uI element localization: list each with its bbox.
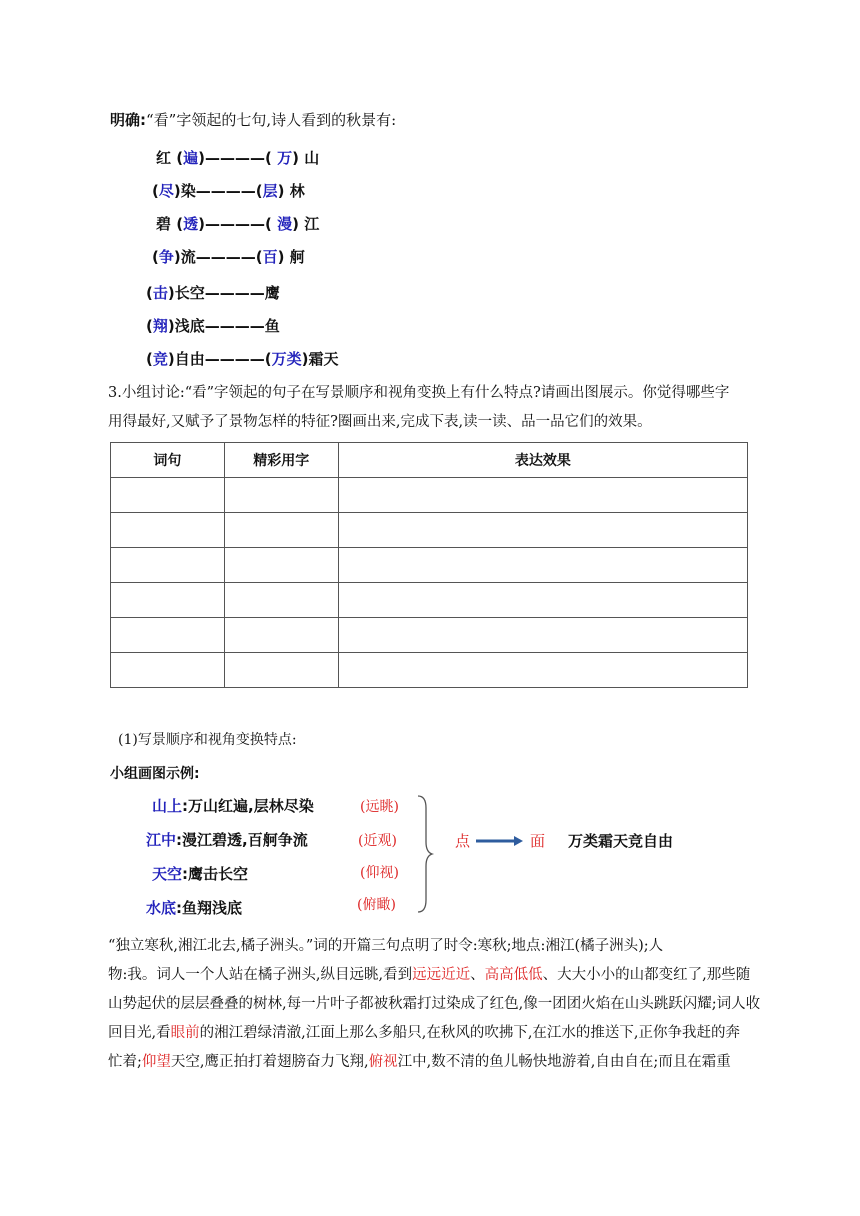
pair-paren: ( xyxy=(176,215,184,233)
pair-post: 山 xyxy=(304,149,320,167)
colon: : xyxy=(176,831,183,849)
diagram-row xyxy=(146,829,308,850)
highlight-text: 远远近近 xyxy=(412,967,471,983)
pair-paren: ) xyxy=(198,215,205,233)
pair-line xyxy=(146,316,280,336)
table-cell[interactable] xyxy=(338,478,747,513)
text-span: 忙着; xyxy=(108,1054,142,1070)
pair-paren: ) xyxy=(167,350,175,368)
pair-paren: ) xyxy=(277,248,285,266)
analysis-table xyxy=(110,442,748,688)
pair-paren: ( xyxy=(264,350,272,368)
table-header: 表达效果 xyxy=(338,443,747,478)
pair-dash: 浅底————鱼 xyxy=(174,317,280,335)
highlight-text: 俯视 xyxy=(368,1054,398,1070)
table-cell[interactable] xyxy=(224,478,338,513)
place-label: 水底 xyxy=(146,899,177,917)
table-row xyxy=(111,513,748,548)
pair-line xyxy=(152,181,305,201)
diagram-row xyxy=(152,795,314,816)
text-span: 物:我。词人一个人站在橘子洲头,纵目远眺,看到 xyxy=(108,967,413,983)
pair-post: 林 xyxy=(289,182,305,200)
table-cell[interactable] xyxy=(111,618,225,653)
highlight-text: 仰望 xyxy=(141,1054,171,1070)
pair-paren: ) xyxy=(301,350,309,368)
paragraph-line xyxy=(108,1019,782,1048)
pair-word-2: 百 xyxy=(262,248,278,266)
pair-paren: ( xyxy=(152,248,159,266)
table-cell[interactable] xyxy=(338,548,747,583)
surface-label: 面 xyxy=(530,832,546,850)
table-header: 精彩用字 xyxy=(224,443,338,478)
pair-paren: ) xyxy=(292,149,299,167)
paragraph-line: 山势起伏的层层叠叠的树林,每一片叶子都被秋霜打过染成了红色,像一团团火焰在山头跳跃闪耀;词人收 xyxy=(108,996,761,1012)
table-cell[interactable] xyxy=(338,618,747,653)
conclusion-text: 万类霜天竞自由 xyxy=(568,832,674,850)
pair-word-2: 万类 xyxy=(271,350,302,368)
pair-paren: ) xyxy=(167,317,175,335)
text-span: 、大大小小的山都变红了,那些随 xyxy=(542,967,751,983)
diagram-row xyxy=(146,897,242,918)
intro-line xyxy=(110,110,396,130)
pair-line xyxy=(146,349,339,369)
pair-word-1: 遍 xyxy=(183,149,199,167)
scene-text: 漫江碧透,百舸争流 xyxy=(182,831,308,849)
scene-text: 鱼翔浅底 xyxy=(182,899,243,917)
table-cell[interactable] xyxy=(224,618,338,653)
table-row xyxy=(111,653,748,688)
example-label: 小组画图示例: xyxy=(110,766,200,782)
pair-paren: ( xyxy=(255,182,263,200)
pair-word-1: 争 xyxy=(158,248,174,266)
table-header: 词句 xyxy=(111,443,225,478)
pair-pre: 红 xyxy=(156,149,172,167)
table-cell[interactable] xyxy=(111,478,225,513)
table-cell[interactable] xyxy=(224,513,338,548)
pair-dash: ———— xyxy=(204,149,265,167)
pair-post: 舸 xyxy=(289,248,305,266)
right-brace-icon xyxy=(410,794,436,914)
discussion-line-1: 3.小组讨论:“看”字领起的句子在写景顺序和视角变换上有什么特点?请画出图展示。你觉得哪些字 xyxy=(108,385,730,401)
arrow-right-icon xyxy=(474,834,524,848)
pair-paren: ( xyxy=(152,182,159,200)
paragraph-line xyxy=(108,961,782,990)
text-span: 、 xyxy=(470,967,485,983)
pair-word-1: 透 xyxy=(183,215,199,233)
colon: : xyxy=(176,899,183,917)
pair-paren: ( xyxy=(264,215,272,233)
table-cell[interactable] xyxy=(111,583,225,618)
pair-line xyxy=(156,148,319,168)
view-label: (仰视) xyxy=(360,865,399,881)
pair-word-1: 击 xyxy=(152,284,168,302)
text-span: 的湘江碧绿清澈,江面上那么多船只,在秋风的吹拂下,在江水的推送下,正你争我赶的奔 xyxy=(199,1025,741,1041)
view-label: (俯瞰) xyxy=(357,897,396,913)
pair-word-1: 翔 xyxy=(152,317,168,335)
section-title: (1)写景顺序和视角变换特点: xyxy=(118,732,297,748)
pair-word-2: 层 xyxy=(262,182,278,200)
pair-paren: ) xyxy=(173,248,181,266)
pair-post: 霜天 xyxy=(308,350,339,368)
scene-text: 万山红遍,层林尽染 xyxy=(188,797,314,815)
pair-dash: 流———— xyxy=(180,248,256,266)
pair-paren: ) xyxy=(277,182,285,200)
table-cell[interactable] xyxy=(224,583,338,618)
pair-paren: ( xyxy=(146,317,153,335)
view-label: (近观) xyxy=(358,833,397,849)
highlight-text: 眼前 xyxy=(170,1025,200,1041)
pair-line xyxy=(156,214,319,234)
paragraph-line xyxy=(108,1048,782,1077)
table-cell[interactable] xyxy=(111,513,225,548)
pair-dash: 自由———— xyxy=(174,350,265,368)
view-label: (远眺) xyxy=(360,799,399,815)
text-span: 回目光,看 xyxy=(108,1025,171,1041)
table-cell[interactable] xyxy=(111,653,225,688)
place-label: 山上 xyxy=(152,797,183,815)
place-label: 江中 xyxy=(146,831,177,849)
scene-text: 鹰击长空 xyxy=(188,865,249,883)
colon: : xyxy=(182,865,189,883)
pair-post: 江 xyxy=(304,215,320,233)
pair-line xyxy=(146,283,280,303)
diagram-row xyxy=(152,863,248,884)
pair-word-2: 漫 xyxy=(277,215,293,233)
pair-paren: ) xyxy=(173,182,181,200)
pair-paren: ) xyxy=(198,149,205,167)
pair-paren: ( xyxy=(146,350,153,368)
text-span: 江中,数不清的鱼儿畅快地游着,自由自在;而且在霜重 xyxy=(397,1054,731,1070)
text-span: 天空,鹰正拍打着翅膀奋力飞翔, xyxy=(170,1054,369,1070)
table-row xyxy=(111,548,748,583)
paragraph-line: “独立寒秋,湘江北去,橘子洲头。”词的开篇三句点明了时令:寒秋;地点:湘江(橘子洲头);人 xyxy=(108,938,664,954)
pair-dash: 长空————鹰 xyxy=(174,284,280,302)
intro-text: “看”字领起的七句,诗人看到的秋景有: xyxy=(146,111,397,129)
pair-dash: 染———— xyxy=(180,182,256,200)
colon: : xyxy=(182,797,189,815)
pair-pre: 碧 xyxy=(156,215,172,233)
table-row xyxy=(111,478,748,513)
table-header-row xyxy=(111,443,748,478)
table-cell[interactable] xyxy=(338,653,747,688)
table-row xyxy=(111,618,748,653)
pair-line xyxy=(152,247,305,267)
table-cell[interactable] xyxy=(111,548,225,583)
table-row xyxy=(111,583,748,618)
analysis-paragraph xyxy=(108,932,782,1077)
pair-paren: ) xyxy=(167,284,175,302)
pair-dash: ———— xyxy=(204,215,265,233)
pair-word-1: 尽 xyxy=(158,182,174,200)
table-cell[interactable] xyxy=(338,583,747,618)
discussion-line-2: 用得最好,又赋予了景物怎样的特征?圈画出来,完成下表,读一读、品一品它们的效果。 xyxy=(108,414,652,430)
pair-paren: ( xyxy=(176,149,184,167)
pair-paren: ( xyxy=(255,248,263,266)
table-cell[interactable] xyxy=(224,653,338,688)
place-label: 天空 xyxy=(152,865,183,883)
table-cell[interactable] xyxy=(224,548,338,583)
pair-paren: ) xyxy=(292,215,299,233)
point-label: 点 xyxy=(455,832,471,850)
highlight-text: 高高低低 xyxy=(484,967,543,983)
table-cell[interactable] xyxy=(338,513,747,548)
pair-paren: ( xyxy=(146,284,153,302)
pair-word-2: 万 xyxy=(277,149,293,167)
pair-word-1: 竞 xyxy=(152,350,168,368)
pair-paren: ( xyxy=(264,149,272,167)
intro-label: 明确: xyxy=(110,111,146,129)
